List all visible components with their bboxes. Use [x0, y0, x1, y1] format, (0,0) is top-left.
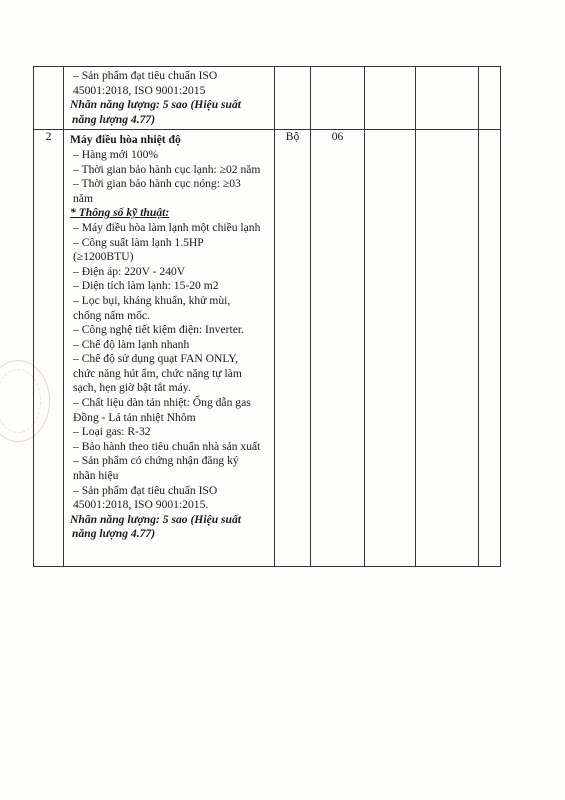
spec-item: – Diện tích làm lạnh: 15-20 m2	[73, 279, 219, 293]
energy-label: Nhãn năng lượng: 5 sao (Hiệu suất năng lượng 4.77)	[70, 512, 242, 541]
empty-cell	[365, 130, 416, 567]
spec-item: – Sản phẩm có chứng nhận đăng ký nhãn hiệu	[73, 454, 239, 483]
table-row	[34, 130, 501, 567]
spec-item: – Thời gian bảo hành cục nóng: ≥03 năm	[73, 177, 241, 205]
spec-item: – Máy điều hòa làm lạnh một chiều lạnh	[73, 220, 261, 234]
stt-cell	[34, 67, 64, 130]
empty-cell	[479, 130, 501, 567]
empty-cell	[416, 130, 479, 567]
description-cell	[64, 67, 275, 130]
spec-item: – Công suất làm lạnh 1.5HP (≥1200BTU)	[73, 235, 204, 264]
spec-item: – Hàng mới 100%	[73, 147, 159, 161]
spec-item: – Lọc bụi, kháng khuẩn, khử mùi, chống nấm mốc.	[73, 293, 231, 322]
spec-item: – Sản phẩm đạt tiêu chuẩn ISO 45001:2018, ISO 9001:2015.	[73, 483, 218, 512]
product-title: Máy điều hòa nhiệt độ	[70, 133, 181, 147]
unit-cell: Bộ	[275, 130, 311, 567]
spec-item: – Loại gas: R-32	[73, 425, 151, 439]
energy-label: Nhãn năng lượng: 5 sao (Hiệu suất năng lượng 4.77)	[70, 98, 242, 126]
spec-item: – Sản phẩm đạt tiêu chuẩn ISO 45001:2018, ISO 9001:2015	[73, 69, 218, 97]
quantity-cell: 06	[311, 130, 365, 567]
empty-cell	[479, 67, 501, 130]
table-row	[34, 67, 501, 130]
spec-item: – Điện áp: 220V - 240V	[73, 264, 186, 278]
stt-cell: 2	[34, 130, 64, 567]
spec-item: – Công nghệ tiết kiệm điện: Inverter.	[73, 323, 244, 337]
spec-item: – Thời gian bảo hành cục lạnh: ≥02 năm	[73, 162, 261, 176]
spec-item: – Chế độ sử dụng quạt FAN ONLY, chức năng hút ẩm, chức năng tự làm sạch, hẹn giờ bật tắt máy.	[73, 352, 242, 395]
quantity-cell	[311, 67, 365, 130]
spec-table	[33, 66, 501, 567]
unit-cell	[275, 67, 311, 130]
spec-item: – Chất liệu dàn tản nhiệt: Ống dẫn gas Đồng - Lá tản nhiệt Nhôm	[73, 396, 251, 424]
spec-item: – Chế độ làm lạnh nhanh	[73, 337, 190, 351]
spec-item: – Bảo hành theo tiêu chuẩn nhà sản xuất	[73, 439, 261, 453]
empty-cell	[365, 67, 416, 130]
spec-heading: * Thông số kỹ thuật:	[70, 206, 170, 220]
empty-cell	[416, 67, 479, 130]
description-cell	[64, 130, 275, 567]
